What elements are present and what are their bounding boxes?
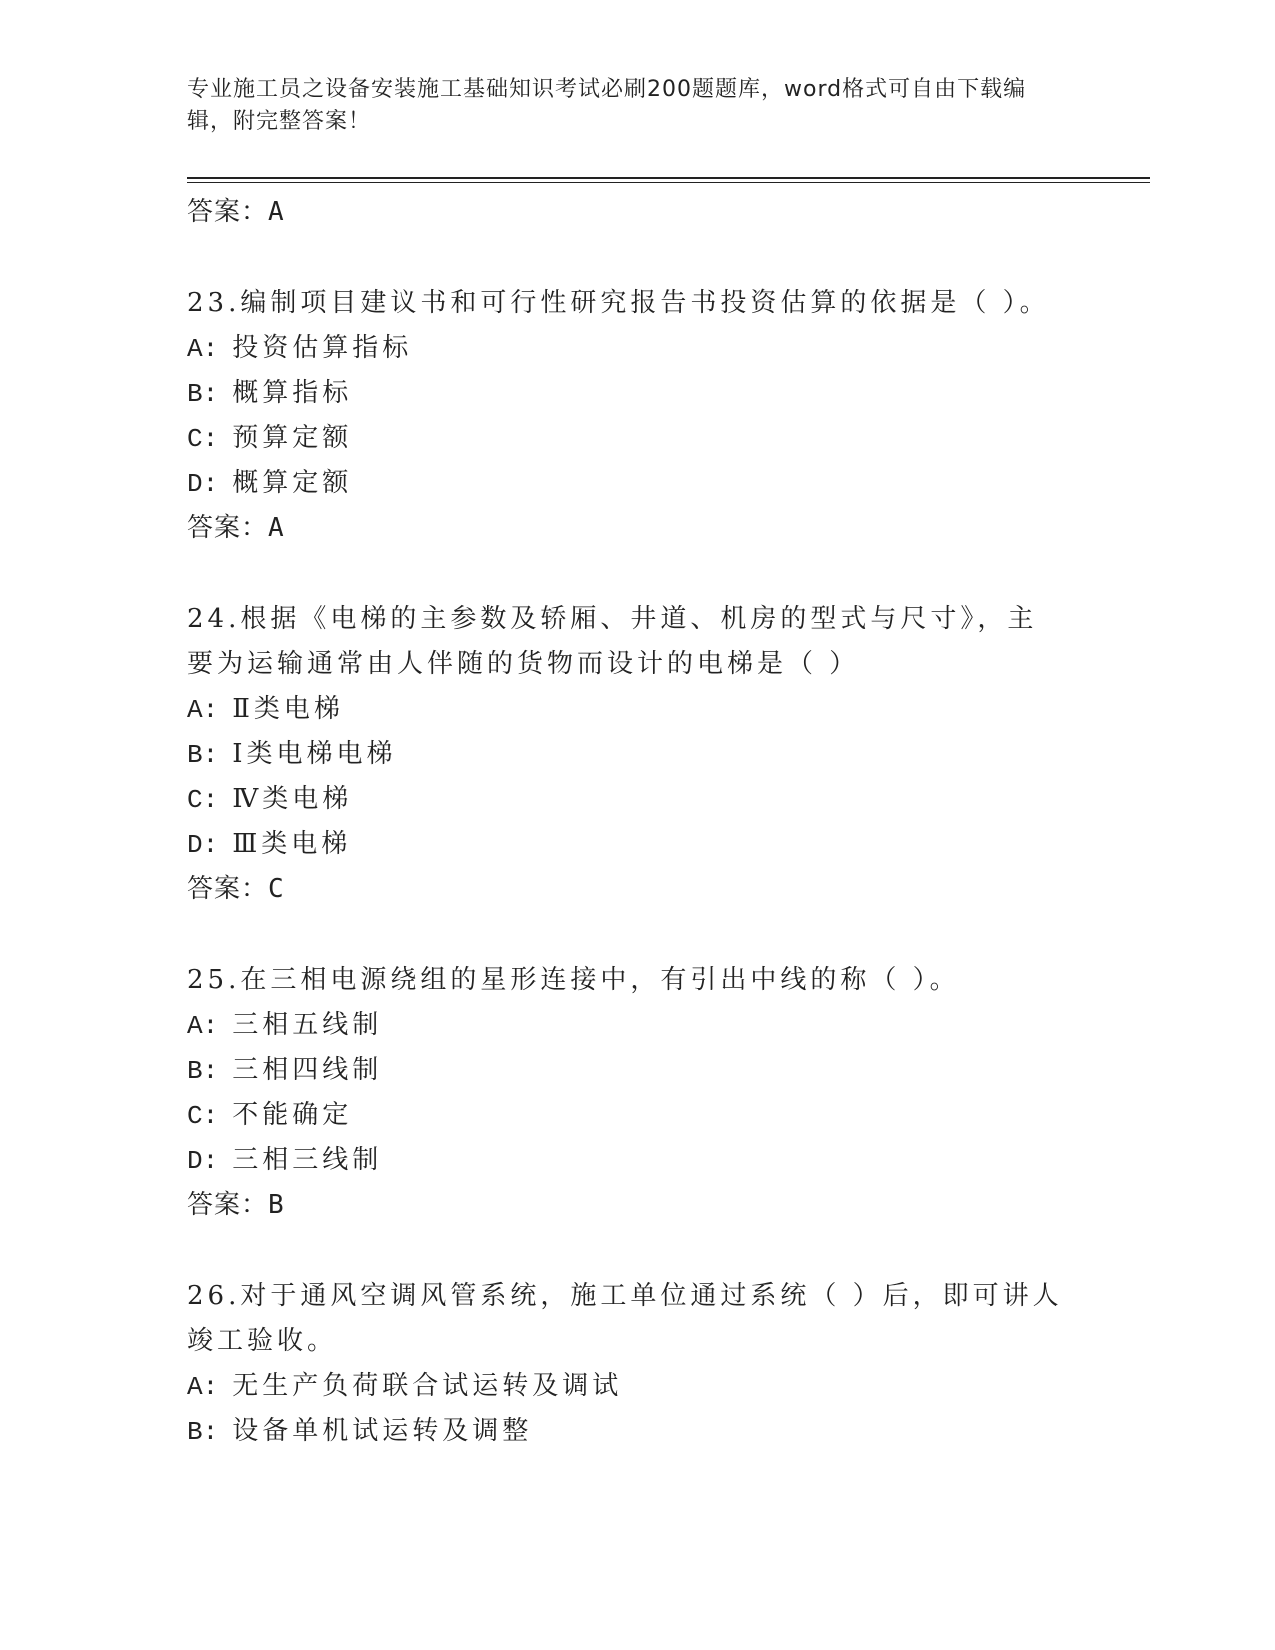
option-text: 概算指标 <box>232 378 353 408</box>
option-b <box>187 1048 1087 1093</box>
option-text: 三相五线制 <box>232 1010 383 1040</box>
question-number: 25. <box>187 965 241 995</box>
option-a <box>187 326 1087 371</box>
question-text <box>187 958 1067 1003</box>
option-text: 投资估算指标 <box>232 333 413 363</box>
header-divider-thin <box>187 182 1150 183</box>
answer-label: 答案： <box>187 197 269 227</box>
question-block <box>187 958 1087 1228</box>
option-key: A: <box>187 695 219 725</box>
option-b <box>187 732 1087 777</box>
answer-label: 答案： <box>187 1190 269 1220</box>
question-block <box>187 597 1087 912</box>
option-key: C: <box>187 1101 219 1131</box>
option-key: B: <box>187 1417 219 1447</box>
question-stem: 根据《电梯的主参数及轿厢、井道、机房的型式与尺寸》，主要为运输通常由人伴随的货物而设计的电梯是（ ） <box>187 604 1038 679</box>
answer-label: 答案： <box>187 513 269 543</box>
option-text: Ⅲ类电梯 <box>232 829 352 859</box>
option-d <box>187 461 1087 506</box>
spacer <box>187 1228 1087 1274</box>
option-b <box>187 1409 1087 1454</box>
option-key: D: <box>187 1146 219 1176</box>
option-key: B: <box>187 1056 219 1086</box>
question-block <box>187 1274 1087 1454</box>
option-text: 概算定额 <box>232 468 353 498</box>
question-number: 24. <box>187 604 241 634</box>
option-key: A: <box>187 1011 219 1041</box>
answer-label: 答案： <box>187 874 269 904</box>
question-stem: 对于通风空调风管系统，施工单位通过系统（ ）后，即可讲人竣工验收。 <box>187 1281 1063 1356</box>
spacer <box>187 912 1087 958</box>
spacer <box>187 551 1087 597</box>
option-d <box>187 822 1087 867</box>
answer-line <box>187 506 1087 551</box>
question-text <box>187 597 1067 687</box>
option-text: 设备单机试运转及调整 <box>232 1416 533 1446</box>
option-a <box>187 1003 1087 1048</box>
header-divider-thick <box>187 177 1150 179</box>
option-key: C: <box>187 785 219 815</box>
question-stem: 在三相电源绕组的星形连接中，有引出中线的称（ ）。 <box>240 965 960 995</box>
option-text: 预算定额 <box>232 423 353 453</box>
option-key: A: <box>187 334 219 364</box>
option-c <box>187 1093 1087 1138</box>
option-text: Ⅳ类电梯 <box>232 784 353 814</box>
option-text: 三相四线制 <box>232 1055 383 1085</box>
answer-value: A <box>268 197 285 227</box>
question-number: 26. <box>187 1281 241 1311</box>
question-text <box>187 281 1067 326</box>
question-list <box>187 190 1087 1454</box>
option-key: B: <box>187 379 219 409</box>
question-number: 23. <box>187 288 241 318</box>
answer-line <box>187 190 1087 235</box>
document-header-title: 专业施工员之设备安装施工基础知识考试必刷200题题库，word格式可自由下载编辑，附完整答案！ <box>187 77 1027 134</box>
option-d <box>187 1138 1087 1183</box>
answer-value: C <box>268 874 285 904</box>
question-stem: 编制项目建议书和可行性研究报告书投资估算的依据是（ ）。 <box>240 288 1050 318</box>
answer-value: A <box>268 513 285 543</box>
question-block <box>187 281 1087 551</box>
option-b <box>187 371 1087 416</box>
option-text: Ⅰ类电梯电梯 <box>232 739 397 769</box>
option-text: 无生产负荷联合试运转及调试 <box>232 1371 623 1401</box>
option-key: A: <box>187 1372 219 1402</box>
question-text <box>187 1274 1067 1364</box>
option-text: Ⅱ类电梯 <box>232 694 344 724</box>
option-text: 不能确定 <box>232 1100 353 1130</box>
spacer <box>187 235 1087 281</box>
option-a <box>187 687 1087 732</box>
option-c <box>187 416 1087 461</box>
option-key: B: <box>187 740 219 770</box>
option-key: C: <box>187 424 219 454</box>
option-c <box>187 777 1087 822</box>
answer-value: B <box>268 1190 285 1220</box>
option-key: D: <box>187 469 219 499</box>
answer-line <box>187 867 1087 912</box>
option-key: D: <box>187 830 219 860</box>
option-a <box>187 1364 1087 1409</box>
option-text: 三相三线制 <box>232 1145 383 1175</box>
answer-line <box>187 1183 1087 1228</box>
